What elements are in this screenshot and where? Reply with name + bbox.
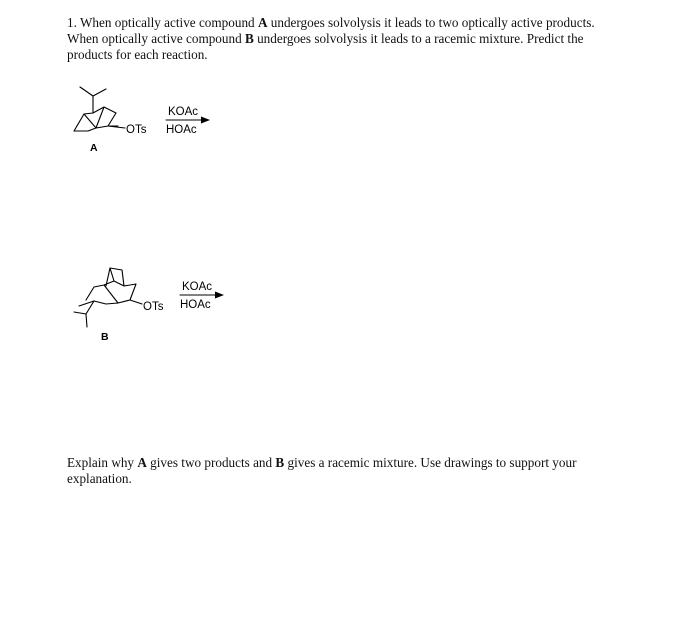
question-line-3: products for each reaction. — [67, 47, 208, 62]
reaction-b-reagent-bottom: HOAc — [180, 299, 211, 311]
explain-line-1: Explain why A gives two products and B gives a racemic mixture. Use drawings to support your — [67, 455, 577, 470]
reaction-b-ots-label: OTs — [143, 301, 164, 313]
compound-b-ots-bond — [130, 300, 142, 304]
reaction-b-arrowhead — [215, 292, 224, 299]
explain-a-ref: A — [137, 455, 147, 470]
question-line-1: 1. When optically active compound A undergoes solvolysis it leads to two optically active products. — [67, 15, 595, 30]
explain-text — [67, 455, 667, 487]
compound-b-ref: B — [244, 31, 254, 46]
reaction-a-reagent-top: KOAc — [168, 106, 199, 118]
compound-b-substituent — [74, 301, 94, 327]
compound-b-skeleton — [86, 268, 136, 304]
reaction-a-reagent-bottom: HOAc — [166, 124, 197, 136]
reaction-b-reagent-top: KOAc — [182, 281, 213, 293]
question-line-2: When optically active compound B undergoes solvolysis it leads to a racemic mixture. Predict the — [67, 31, 584, 46]
compound-b-label: B — [101, 331, 109, 343]
compound-a-label: A — [90, 142, 98, 154]
explain-line-2: explanation. — [67, 471, 132, 486]
compound-a-ref: A — [257, 15, 268, 30]
question-number: 1. — [67, 15, 77, 30]
explain-b-ref: B — [275, 455, 285, 470]
reaction-a-ots-label: OTs — [126, 124, 147, 136]
